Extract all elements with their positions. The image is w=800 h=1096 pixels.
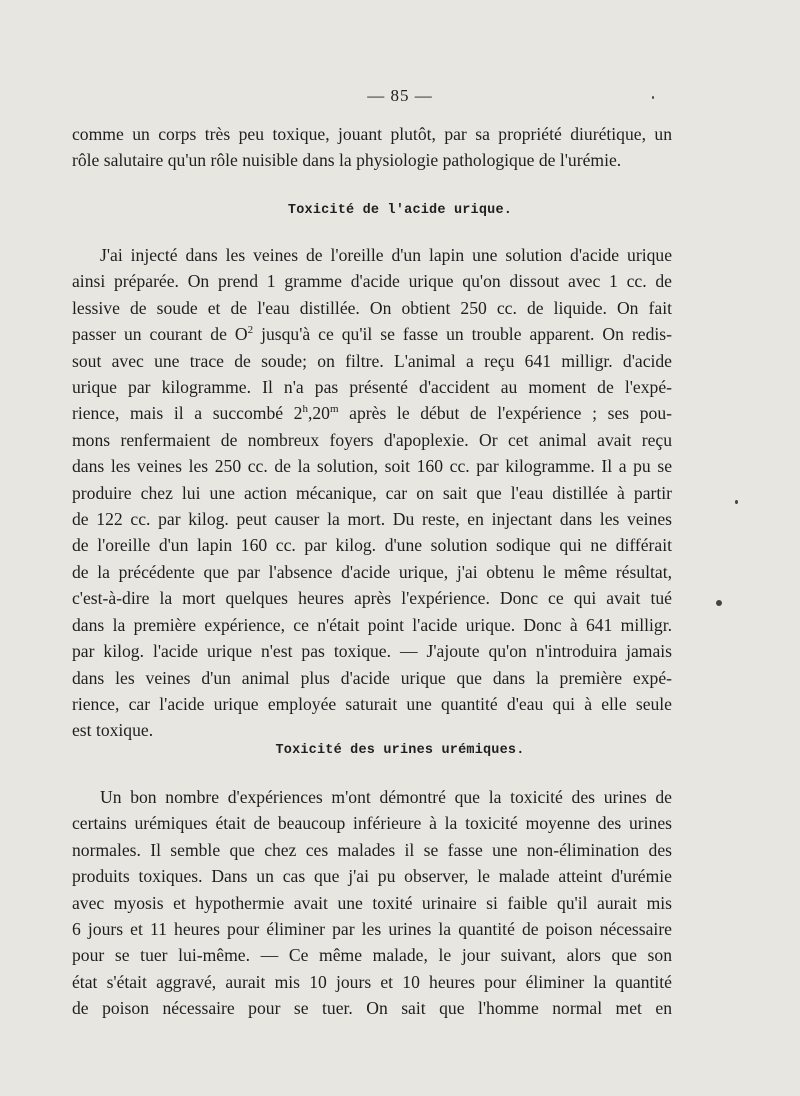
print-speck bbox=[716, 600, 722, 606]
text-line: rience, car l'acide urique employée saturait une quantité d'eau qui à elle seule bbox=[72, 693, 672, 714]
section-heading-acide-urique: Toxicité de l'acide urique. bbox=[287, 203, 513, 218]
text-line: avec myosis et hypothermie avait une toxité urinaire si faible qu'il aurait mis bbox=[72, 892, 672, 913]
text-line: par kilog. l'acide urique n'est pas toxique. — J'ajoute qu'on n'introduira jamais bbox=[72, 641, 672, 662]
text-line: rôle salutaire qu'un rôle nuisible dans la physiologie pathologique de l'urémie. bbox=[72, 150, 622, 171]
superscript: h bbox=[302, 403, 308, 416]
print-speck bbox=[652, 96, 654, 99]
text-line: de l'oreille d'un lapin 160 cc. par kilog. d'une solution sodique qui ne différait bbox=[72, 535, 672, 556]
text-line: dans la première expérience, ce n'était point l'acide urique. Donc à 641 milligr. bbox=[72, 614, 672, 635]
page-number: — 85 — bbox=[367, 86, 433, 105]
paragraph-urines-uremiques bbox=[72, 784, 672, 1022]
text-line: J'ai injecté dans les veines de l'oreille d'un lapin une solution d'acide urique bbox=[100, 245, 672, 265]
text-fragment: jusqu'à ce qu'il se fasse un trouble apparent. On redis- bbox=[253, 324, 672, 345]
text-line: comme un corps très peu toxique, jouant plutôt, par sa propriété diurétique, un bbox=[72, 124, 672, 144]
text-line: Un bon nombre d'expériences m'ont démontré que la toxicité des urines de bbox=[100, 787, 672, 807]
text-line: est toxique. bbox=[72, 720, 154, 741]
print-speck bbox=[735, 500, 738, 504]
text-fragment: ,20 bbox=[307, 403, 330, 424]
text-line: 6 jours et 11 heures pour éliminer par les urines la quantité de poison nécessaire bbox=[72, 919, 672, 940]
text-line: dans les veines d'un animal plus d'acide urique que dans la première expé- bbox=[72, 667, 672, 688]
superscript: m bbox=[329, 403, 339, 416]
text-fragment: après le début de l'expérience ; ses pou- bbox=[338, 403, 672, 424]
paragraph-acide-urique bbox=[72, 242, 672, 744]
text-line: urique par kilogramme. Il n'a pas présenté d'accident au moment de l'expé- bbox=[72, 377, 672, 398]
text-fragment: rience, mais il a succombé 2 bbox=[72, 403, 303, 424]
text-line: ainsi préparée. On prend 1 gramme d'acide urique qu'on dissout avec 1 cc. de bbox=[72, 271, 672, 292]
text-line: de la précédente que par l'absence d'acide urique, j'ai obtenu le même résultat, bbox=[72, 561, 672, 582]
text-line: pour se tuer lui-même. — Ce même malade, le jour suivant, alors que son bbox=[72, 945, 672, 966]
text-line: sout avec une trace de soude; on filtre. L'animal a reçu 641 milligr. d'acide bbox=[72, 350, 672, 371]
section-heading-urines-uremiques: Toxicité des urines urémiques. bbox=[275, 743, 525, 758]
superscript: 2 bbox=[247, 324, 254, 337]
text-line: mons renfermaient de nombreux foyers d'apoplexie. Or cet animal avait reçu bbox=[72, 429, 672, 450]
text-line: lessive de soude et de l'eau distillée. On obtient 250 cc. de liquide. On fait bbox=[72, 297, 672, 318]
text-fragment: passer un courant de O bbox=[72, 324, 248, 345]
text-line: produire chez lui une action mécanique, car on sait que l'eau distillée à partir bbox=[72, 482, 672, 503]
text-line: c'est-à-dire la mort quelques heures après l'expérience. Donc ce qui avait tué bbox=[72, 588, 672, 609]
text-line: de poison nécessaire pour se tuer. On sait que l'homme normal met en bbox=[72, 998, 672, 1019]
text-line bbox=[72, 400, 672, 426]
text-line: de 122 cc. par kilog. peut causer la mort. Du reste, en injectant dans les veines bbox=[72, 509, 672, 530]
text-line: normales. Il semble que chez ces malades il se fasse une non-élimination des bbox=[72, 839, 672, 860]
text-line: produits toxiques. Dans un cas que j'ai pu observer, le malade atteint d'urémie bbox=[72, 866, 672, 887]
text-line: état s'était aggravé, aurait mis 10 jours et 10 heures pour éliminer la quantité bbox=[72, 971, 672, 992]
intro-paragraph bbox=[72, 121, 672, 174]
text-line: dans les veines les 250 cc. de la solution, soit 160 cc. par kilogramme. Il a pu se bbox=[72, 456, 672, 477]
text-line: certains urémiques était de beaucoup inférieure à la toxicité moyenne des urines bbox=[72, 813, 672, 834]
text-line bbox=[72, 321, 672, 347]
